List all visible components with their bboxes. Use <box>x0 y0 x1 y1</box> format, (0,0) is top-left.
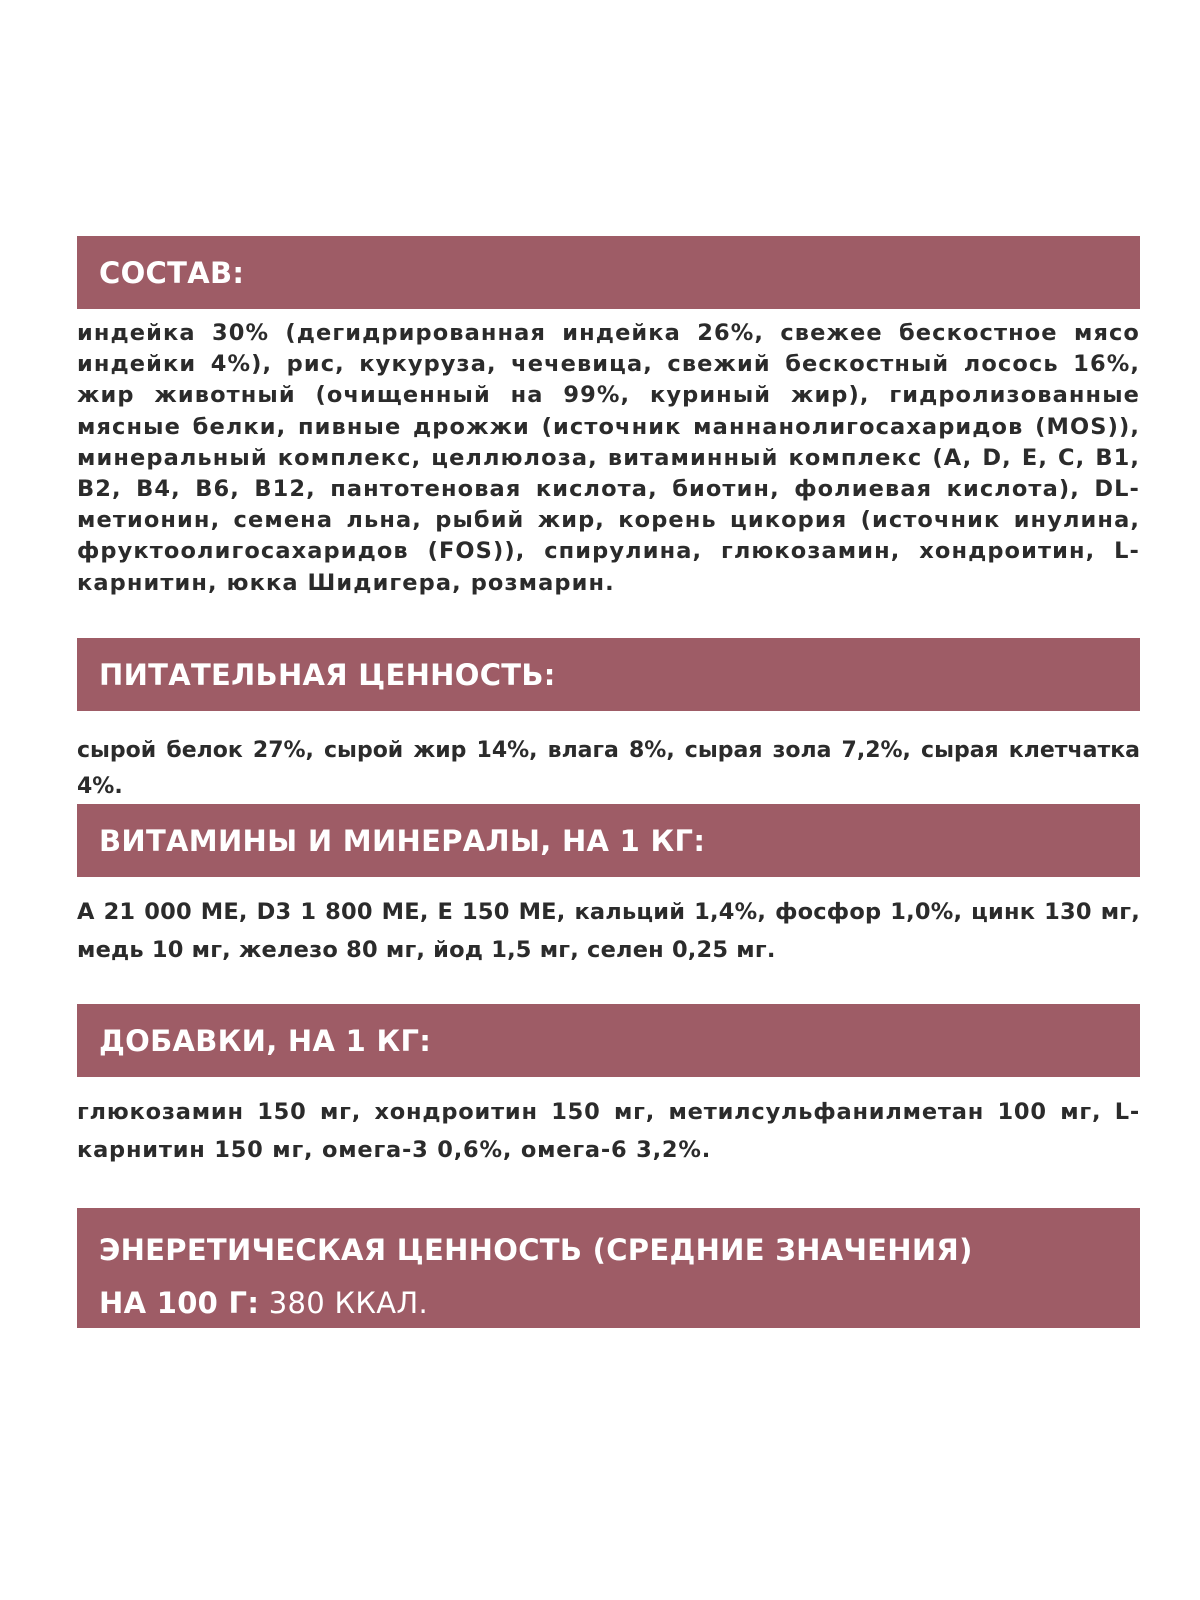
energy-label: НА 100 Г: <box>99 1286 260 1320</box>
energy-line <box>99 1277 1140 1330</box>
composition-text: индейка 30% (дегидрированная индейка 26%, свежее бескостное мясо индейки 4%), рис, кукуруза, чечевица, свежий бескостный лосось 16%, жир животный (очищенный на 99%, куриный жир), гидролизованные мясные белки, пивные дрожжи (источник маннанолигосахаридов (MOS)), минеральный комплекс, целлюлоза, витаминный комплекс (A, D, E, C, B1, B2, B4, B6, B12, пантотеновая кислота, биотин, фолиевая кислота), DL-метионин, семена льна, рыбий жир, корень цикория (источник инулина, фруктоолигосахаридов (FOS)), спирулина, глюкозамин, хондроитин, L-карнитин, юкка Шидигера, розмарин. <box>77 320 1140 596</box>
nutrition-header <box>77 638 1140 711</box>
energy-heading: ЭНЕРЕТИЧЕСКАЯ ЦЕННОСТЬ (СРЕДНИЕ ЗНАЧЕНИЯ) <box>99 1233 973 1267</box>
vitamins-header <box>77 804 1140 877</box>
additives-text: глюкозамин 150 мг, хондроитин 150 мг, метилсульфанилметан 100 мг, L-карнитин 150 мг, омега-3 0,6%, омега-6 3,2%. <box>77 1099 1140 1163</box>
nutrition-text: сырой белок 27%, сырой жир 14%, влага 8%, сырая зола 7,2%, сырая клетчатка 4%. <box>77 738 1140 799</box>
energy-value: 380 ККАЛ. <box>259 1286 429 1320</box>
nutrition-heading: ПИТАТЕЛЬНАЯ ЦЕННОСТЬ: <box>99 657 556 692</box>
energy-header <box>77 1208 1140 1328</box>
composition-heading: СОСТАВ: <box>99 255 245 290</box>
composition-header <box>77 236 1140 309</box>
additives-header <box>77 1004 1140 1077</box>
vitamins-text: A 21 000 МЕ, D3 1 800 МЕ, E 150 МЕ, кальций 1,4%, фосфор 1,0%, цинк 130 мг, медь 10 мг, железо 80 мг, йод 1,5 мг, селен 0,25 мг. <box>77 899 1140 963</box>
additives-heading: ДОБАВКИ, НА 1 КГ: <box>99 1023 432 1058</box>
vitamins-heading: ВИТАМИНЫ И МИНЕРАЛЫ, НА 1 КГ: <box>99 823 706 858</box>
